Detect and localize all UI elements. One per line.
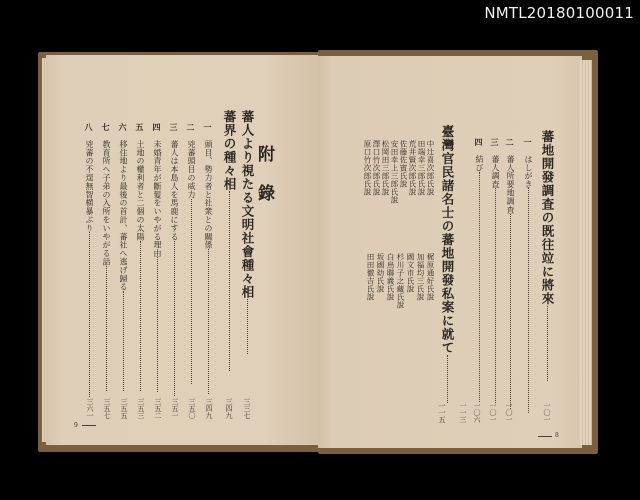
toc-item-page: 一〇一	[489, 402, 497, 423]
appendix-title: 附錄	[254, 145, 274, 223]
toc-item: 八 兇蕃の不逞無智横暴ぶり	[84, 123, 95, 397]
contributor-name: 白鳥聯義氏說	[386, 253, 395, 301]
toc-subheading-text: 蕃界の種々相	[222, 110, 237, 191]
contributor-name: 坂國幼氏說	[376, 253, 385, 293]
toc-item-page: 三五〇	[188, 398, 196, 419]
toc-heading	[238, 110, 256, 354]
toc-item: 二 兇蕃頭目の威力	[186, 123, 197, 384]
toc-item-page: 三五二	[154, 398, 162, 419]
toc-item: 一 はしがき	[523, 138, 534, 413]
toc-item-page: 三六一	[86, 398, 94, 419]
leader-dots	[229, 191, 230, 371]
contributor-name: 荒井賢次郎氏說	[408, 140, 417, 196]
toc-item: 四 結び	[474, 138, 485, 402]
toc-item: 五 土地の權利者と二個の太陽	[135, 123, 146, 391]
contributor-name: 國文市氏說	[406, 253, 415, 293]
page-number-left: 9	[74, 422, 78, 429]
toc-item: 二 蕃人所要地調査	[505, 138, 516, 409]
section-page: 一一五	[438, 402, 446, 423]
section-title: 臺灣官民諸名士の蕃地開發私案に就て	[438, 125, 456, 403]
toc-item: 六 移住地より最後の首計、蕃社へ逃げ歸る	[118, 123, 129, 391]
contributor-name: 安田幸上三郎氏說	[390, 140, 399, 204]
toc-item: 一 頭目、勢力者と社衆との關係	[203, 123, 214, 394]
toc-item-page: 一〇一	[505, 402, 513, 423]
contributor-name: 加福均三氏說	[416, 253, 425, 301]
toc-heading-text: 蕃人より視たる文明社會種々相	[240, 110, 255, 299]
toc-heading-page: 三三七	[243, 398, 251, 419]
archive-id-watermark: NMTL20180100011	[484, 4, 634, 22]
contributor-name: 佐藤佐賓氏說	[399, 140, 408, 188]
toc-item-page: 三五一	[171, 398, 179, 419]
contributor-name: 田田徹吉氏說	[366, 253, 375, 301]
contributor-name: 中辻喜次郎氏說	[426, 140, 435, 196]
toc-item: 三 蕃人は本島人を馬鹿にする	[169, 123, 180, 396]
toc-subheading-page: 三四九	[225, 398, 233, 419]
chapter-page: 一〇一	[543, 402, 551, 423]
contributor-name: 梶原通好氏說	[426, 253, 435, 301]
toc-item: 七 教育所へ子弟の入所をいやがる話	[101, 123, 112, 391]
toc-item: 三 蕃人調査	[490, 138, 501, 403]
contributor-name: 田端幸三郎氏說	[417, 140, 426, 196]
folio-rule	[538, 436, 552, 437]
toc-item-page: 一〇六	[473, 402, 481, 423]
chapter-title: 蕃地開發調査の既往竝に將來	[538, 130, 556, 381]
toc-item: 四 未婚青年が斷髮をいやがる理由	[152, 123, 163, 392]
contributor-name: 杉川子之藏氏說	[396, 253, 405, 309]
toc-item-page: 三五三	[137, 398, 145, 419]
page-number-right: 8	[555, 432, 559, 439]
leader-dots	[247, 299, 248, 354]
folio-rule	[82, 425, 96, 426]
toc-item-page: 三四九	[205, 398, 213, 419]
contributor-name: 松岡田三郎氏說	[381, 140, 390, 196]
toc-subheading	[220, 110, 238, 371]
toc-item-page: 一一三	[459, 402, 467, 423]
toc-item-page: 三五七	[103, 398, 111, 419]
page-edges-right	[580, 60, 592, 445]
contributor-name: 澤口竹次郎氏說	[372, 140, 381, 196]
contributor-name: 原口竹次郎氏說	[363, 140, 372, 196]
toc-item-page: 三五五	[120, 398, 128, 419]
